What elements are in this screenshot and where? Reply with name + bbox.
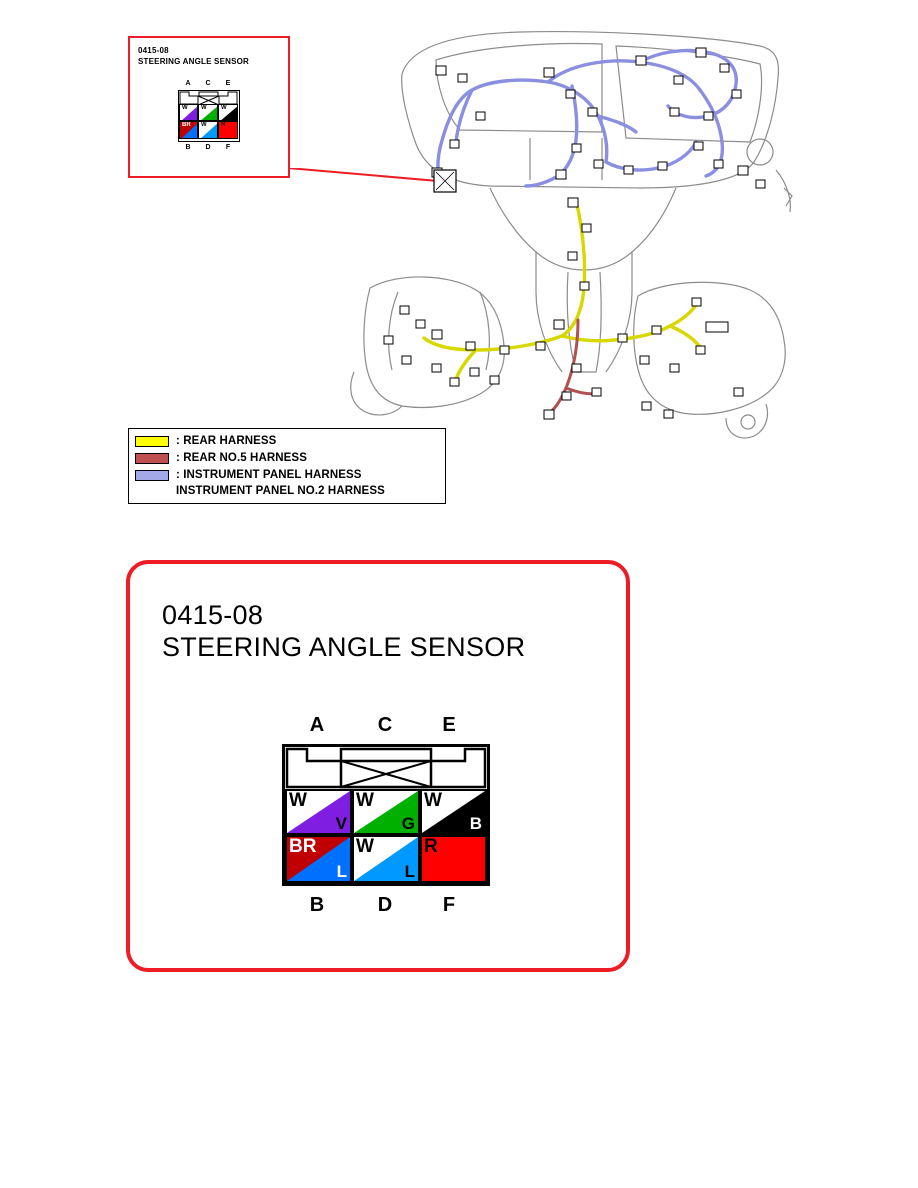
small-callout-code: 0415-08 [138, 46, 169, 55]
pin-label-a: A [309, 714, 325, 736]
pin-label-c: C [377, 714, 393, 736]
legend-row-instrument-panel-harness [135, 468, 362, 482]
cell-pin-a [285, 789, 352, 835]
cell-pin-c [352, 789, 420, 835]
legend-label-rear-harness: : REAR HARNESS [176, 435, 277, 447]
cell-pin-e [420, 789, 487, 835]
mini-cell-f-label: R [221, 122, 226, 128]
pin-label-d: D [377, 894, 393, 916]
cell-pin-e-label-top: W [424, 790, 442, 811]
cell-pin-d-label-bottom: L [404, 862, 415, 881]
mini-cell-a-label: W [182, 105, 188, 111]
cell-pin-b-label-bottom: L [336, 862, 347, 881]
detail-panel-code: 0415-08 [162, 600, 264, 630]
legend-label-instrument-panel-harness: : INSTRUMENT PANEL HARNESS [176, 469, 362, 481]
mini-pin-label-a: A [185, 80, 191, 87]
legend-swatch-instrument-panel-harness [135, 470, 169, 481]
steering-angle-sensor-location [434, 170, 456, 192]
mini-cell-d-label: W [201, 122, 207, 128]
mini-cell-e-label: W [221, 105, 227, 111]
legend-label-instrument-panel-no2-harness: INSTRUMENT PANEL NO.2 HARNESS [176, 485, 385, 497]
small-callout-box [128, 36, 290, 178]
harness-color-legend [128, 428, 446, 504]
pin-label-e: E [442, 714, 456, 736]
legend-swatch-rear-harness [135, 436, 169, 447]
legend-label-rear-no5-harness: : REAR NO.5 HARNESS [176, 452, 307, 464]
mini-cell-a [179, 104, 198, 121]
cell-pin-b-label-top: BR [289, 836, 317, 857]
detail-panel-title: STEERING ANGLE SENSOR [162, 632, 526, 662]
legend-row-rear-harness [135, 434, 276, 448]
mini-cell-d [198, 121, 218, 139]
mini-pin-label-e: E [225, 80, 231, 87]
mini-connector-body [178, 90, 240, 142]
mini-pin-label-c: C [205, 80, 211, 87]
mini-connector-face [174, 80, 250, 160]
mini-pin-label-b: B [185, 144, 191, 151]
legend-swatch-rear-no5-harness [135, 453, 169, 464]
cell-pin-a-label-bottom: V [335, 814, 347, 833]
small-callout-title: STEERING ANGLE SENSOR [138, 57, 250, 66]
connector-latch-shell [285, 747, 487, 789]
mini-pin-label-d: D [205, 144, 211, 151]
cell-pin-f [420, 835, 487, 883]
connector-body-large [282, 744, 490, 886]
mini-cell-b [179, 121, 198, 139]
mini-pin-label-f: F [225, 144, 231, 151]
mini-cell-e [218, 104, 238, 121]
connector-detail-panel [126, 560, 630, 972]
cell-pin-d-label-top: W [356, 836, 374, 857]
connector-face-large [282, 714, 498, 944]
cell-pin-f-label-top: R [424, 836, 438, 857]
cell-pin-a-label-top: W [289, 790, 307, 811]
cell-pin-c-label-top: W [356, 790, 374, 811]
mini-cell-b-label: BR [182, 122, 191, 128]
cell-pin-d [352, 835, 420, 883]
mini-cell-c [198, 104, 218, 121]
rear-harness-route [424, 200, 702, 384]
cell-pin-e-label-bottom: B [469, 814, 482, 833]
cell-pin-b [285, 835, 352, 883]
pin-label-b: B [309, 894, 325, 916]
pin-label-f: F [442, 894, 456, 916]
legend-row-rear-no5-harness [135, 451, 307, 465]
vehicle-harness-routing-diagram [340, 20, 818, 440]
cell-pin-c-label-bottom: G [401, 814, 415, 833]
mini-cell-c-label: W [201, 105, 207, 111]
mini-cell-f [218, 121, 238, 139]
